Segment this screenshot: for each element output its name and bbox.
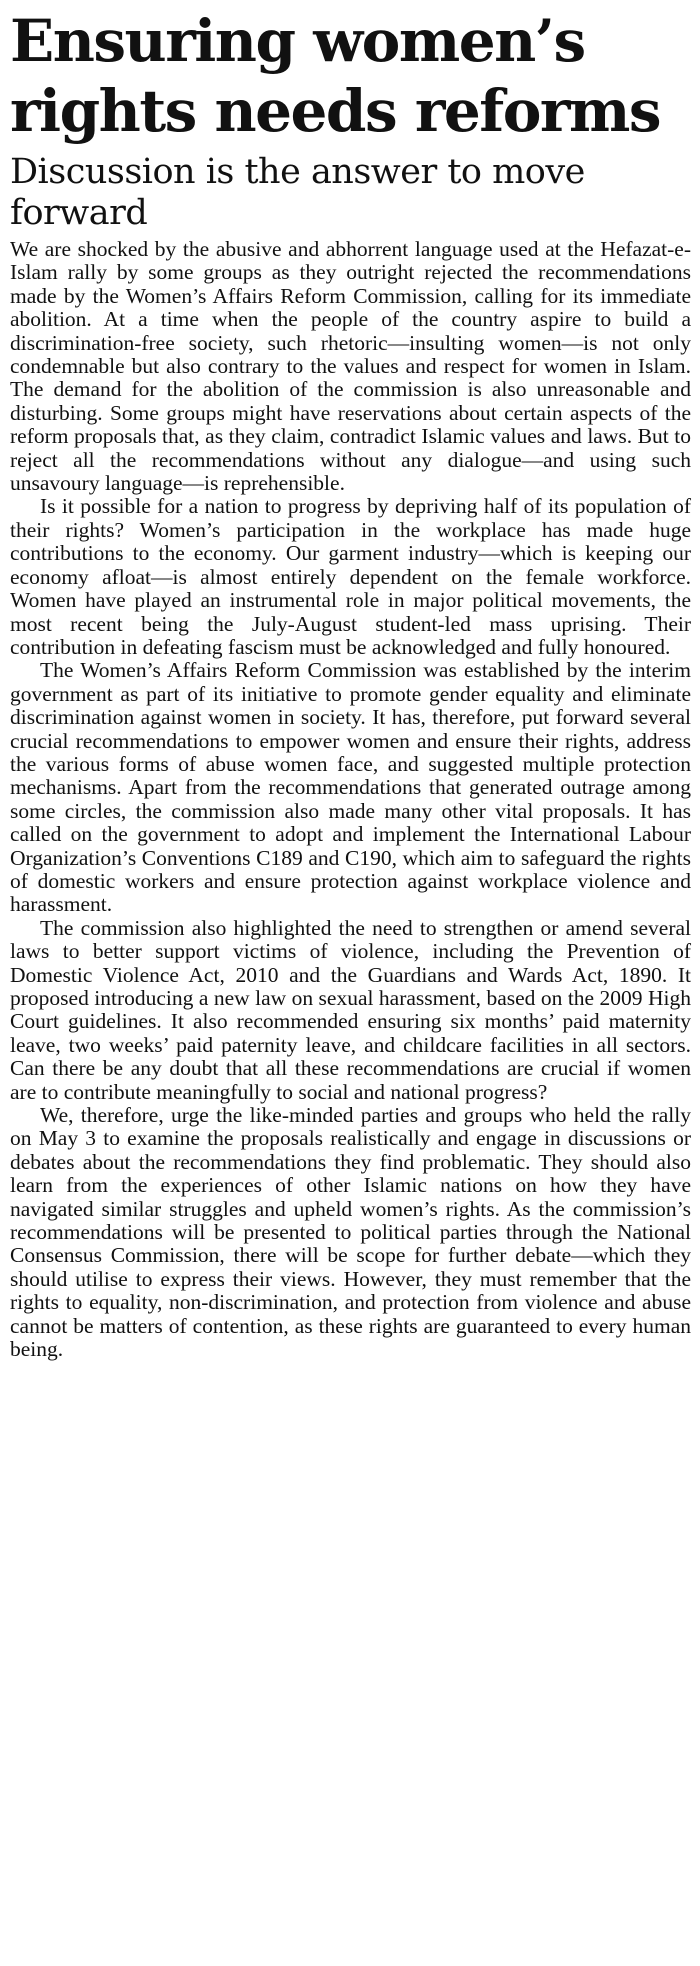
subheadline: Discussion is the answer to move forward: [10, 152, 585, 233]
paragraph-3: The Women’s Affairs Reform Commission was established by the interim government as part of its initiative to promote gender equality and eliminate discrimination against women in society. It has, therefore, put forward several crucial recommendations to empower women and ensure their rights, address the various forms of abuse women face, and suggested multiple protection mechanisms. Apart from the recommendations that generated outrage among some circles, the commission also made many other vital proposals. It has called on the government to adopt and implement the International Labour Organization’s Conventions C189 and C190, which aim to safeguard the rights of domestic workers and ensure protection against workplace violence and harassment.: [10, 658, 691, 917]
paragraph-2: Is it possible for a nation to progress by depriving half of its population of their rights? Women’s participation in the workplace has made huge contributions to the economy. Our garment industry—which is keeping our economy afloat—is almost entirely dependent on the female workforce. Women have played an instrumental role in major political movements, the most recent being the July-August student-led mass uprising. Their contribution in defeating fascism must be acknowledged and fully honoured.: [10, 494, 691, 659]
headline: Ensuring women’s rights needs reforms: [10, 7, 660, 145]
paragraph-5: We, therefore, urge the like-minded parties and groups who held the rally on May 3 to examine the proposals realistically and engage in discussions or debates about the recommendations they find problematic. They should also learn from the experiences of other Islamic nations on how they have navigated similar struggles and upheld women’s rights. As the commission’s recommendations will be presented to political parties through the National Consensus Commission, there will be scope for further debate—which they should utilise to express their views. However, they must remember that the rights to equality, non-discrimination, and protection from violence and abuse cannot be matters of contention, as these rights are guaranteed to every human being.: [10, 1103, 691, 1362]
article-body: [10, 238, 691, 1362]
paragraph-1: We are shocked by the abusive and abhorrent language used at the Hefazat-e-Islam rally by some groups as they outright rejected the recommendations made by the Women’s Affairs Reform Commission, calling for its immediate abolition. At a time when the people of the country aspire to build a discrimination-free society, such rhetoric—insulting women—is not only condemnable but also contrary to the values and respect for women in Islam. The demand for the abolition of the commission is also unreasonable and disturbing. Some groups might have reservations about certain aspects of the reform proposals that, as they claim, contradict Islamic values and laws. But to reject all the recommendations without any dialogue—and using such unsavoury language—is reprehensible.: [10, 237, 691, 496]
paragraph-4: The commission also highlighted the need to strengthen or amend several laws to better support victims of violence, including the Prevention of Domestic Violence Act, 2010 and the Guardians and Wards Act, 1890. It proposed introducing a new law on sexual harassment, based on the 2009 High Court guidelines. It also recommended ensuring six months’ paid maternity leave, two weeks’ paid paternity leave, and childcare facilities in all sectors. Can there be any doubt that all these recommendations are crucial if women are to contribute meaningfully to social and national progress?: [10, 915, 691, 1104]
